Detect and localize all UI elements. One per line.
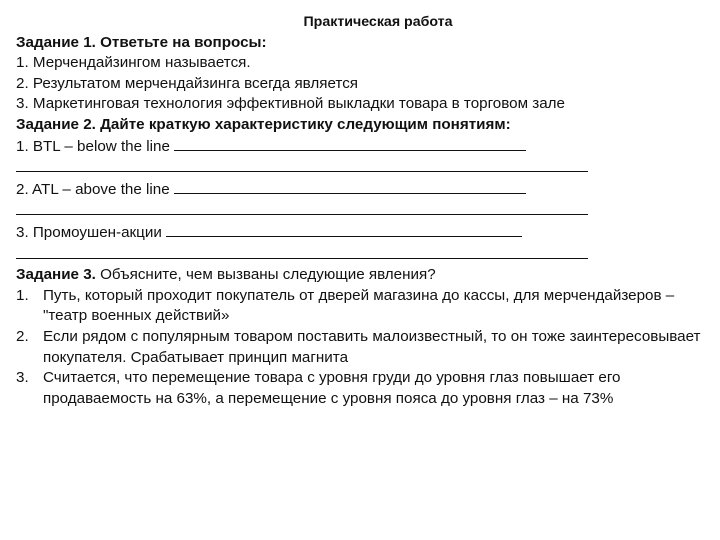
task2-item-1-label: 1. BTL – below the line	[16, 137, 170, 155]
answer-blank	[174, 179, 526, 194]
task1-question-1: 1. Мерчендайзингом называется.	[16, 54, 251, 72]
list-item	[16, 368, 706, 409]
task3-list	[16, 286, 706, 410]
answer-blank	[16, 244, 588, 259]
list-item	[16, 327, 706, 368]
task1-heading: Задание 1. Ответьте на вопросы:	[16, 33, 267, 51]
task2-item-2-continuation	[16, 200, 706, 222]
task2-item-2	[16, 179, 706, 201]
list-item-text: Считается, что перемещение товара с уровня груди до уровня глаз повышает его продаваемость на 63%, а перемещение с уровня пояса до уровня глаз – на 73%	[43, 369, 621, 407]
list-item-text: Путь, который проходит покупатель от дверей магазина до кассы, для мерчендайзеров – "театр военных действий»	[43, 286, 675, 325]
task2-item-1	[16, 136, 706, 158]
task1-question-2: 2. Результатом мерчендайзинга всегда является	[16, 74, 359, 92]
task2-item-1-continuation	[16, 157, 706, 179]
answer-blank	[174, 136, 526, 151]
task3-heading-text: Объясните, чем вызваны следующие явления?	[95, 266, 436, 284]
page-title: Практическая работа	[303, 14, 453, 30]
answer-blank	[166, 222, 522, 237]
task2-item-3-continuation	[16, 244, 706, 266]
list-item	[16, 286, 706, 327]
task2-item-2-label: 2. ATL – above the line	[16, 180, 170, 198]
task2-heading: Задание 2. Дайте краткую характеристику следующим понятиям:	[16, 115, 511, 133]
task3-heading	[16, 265, 706, 286]
list-item-text: Если рядом с популярным товаром поставить малоизвестный, то он тоже заинтересовывает покупателя. Срабатывает принцип магнита	[43, 327, 701, 366]
answer-blank	[16, 200, 588, 215]
task2-item-3-label: 3. Промоушен-акции	[16, 223, 162, 241]
answer-blank	[16, 157, 588, 172]
task2-item-3	[16, 222, 706, 244]
worksheet	[16, 12, 706, 409]
list-item-number: 3.	[16, 369, 29, 387]
list-item-number: 2.	[16, 327, 29, 345]
list-item-number: 1.	[16, 286, 29, 304]
task3-heading-label: Задание 3.	[16, 266, 96, 284]
task1-question-3: 3. Маркетинговая технология эффективной выкладки товара в торговом зале	[16, 95, 565, 113]
